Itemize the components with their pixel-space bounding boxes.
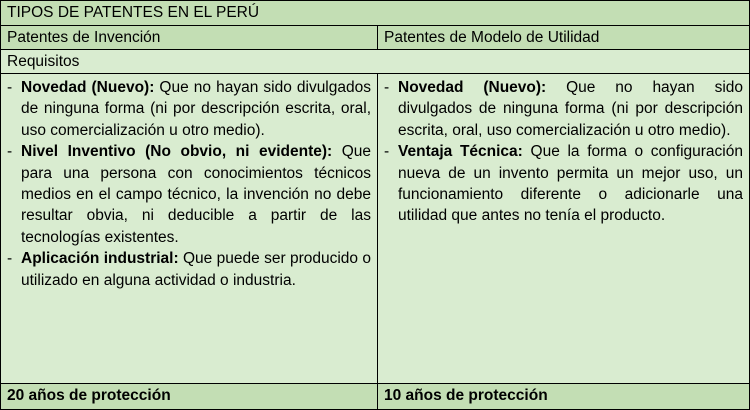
utility-model-requirements-list [384,77,743,227]
requirement-text: Que no hayan sido divulgados de ninguna forma (ni por descripción escrita, oral, uso comercialización u otro medio). [398,79,743,139]
requirement-term: Novedad (Nuevo): [21,79,155,96]
utility-model-requirements-cell [378,74,749,383]
table-title-row [1,1,749,26]
requirements-label: Requisitos [7,53,80,70]
requirement-term: Aplicación industrial: [21,250,179,268]
requirements-row [1,74,749,384]
list-item: - Ventaja Técnica: Que la forma o configuración nueva de un invento permita un mejor uso, un funcionamiento diferente o adicionarle una utilidad que antes no tenía el producto. [384,143,743,225]
requirement-text: Que puede ser producido o utilizado en alguna actividad o industria. [21,250,371,289]
requirement-term: Ventaja Técnica: [398,143,523,161]
requirements-label-row [1,50,749,74]
column-header-utility-model: Patentes de Modelo de Utilidad [384,29,600,46]
table-title: TIPOS DE PATENTES EN EL PERÚ [7,4,260,21]
list-item: - Novedad (Nuevo): Que no hayan sido divulgados de ninguna forma (ni por descripción escrita, oral, uso comercialización u otro medio). [384,79,743,139]
invention-requirements-list [7,77,371,291]
requirement-text: Que para una persona con conocimientos técnicos medios en el campo técnico, la invención no debe resultar obvia, ni deducible a partir de las tecnologías existentes. [21,143,371,246]
list-item: - Aplicación industrial: Que puede ser producido o utilizado en alguna actividad o industria. [7,250,371,289]
requirement-text: Que no hayan sido divulgados de ninguna forma (ni por descripción escrita, oral, uso comercialización u otro medio). [21,79,371,139]
requirement-term: Novedad (Nuevo): [398,79,547,96]
invention-protection-term: 20 años de protección [7,387,171,404]
column-header-row [1,26,749,50]
invention-requirements-cell [1,74,378,383]
list-item: - Nivel Inventivo (No obvio, ni evidente): Que para una persona con conocimientos técnicos medios en el campo técnico, la invención no debe resultar obvia, ni deducible a partir de las tecnologías existentes. [7,143,371,246]
utility-model-protection-term: 10 años de protección [384,387,548,404]
requirement-text: Que la forma o configuración nueva de un invento permita un mejor uso, un funcionamiento diferente o adicionarle una utilidad que antes no tenía el producto. [398,143,743,225]
requirement-term: Nivel Inventivo (No obvio, ni evidente): [21,143,333,161]
list-item: - Novedad (Nuevo): Que no hayan sido divulgados de ninguna forma (ni por descripción escrita, oral, uso comercialización u otro medio). [7,79,371,139]
column-header-invention: Patentes de Invención [7,29,161,46]
protection-row [1,384,749,409]
